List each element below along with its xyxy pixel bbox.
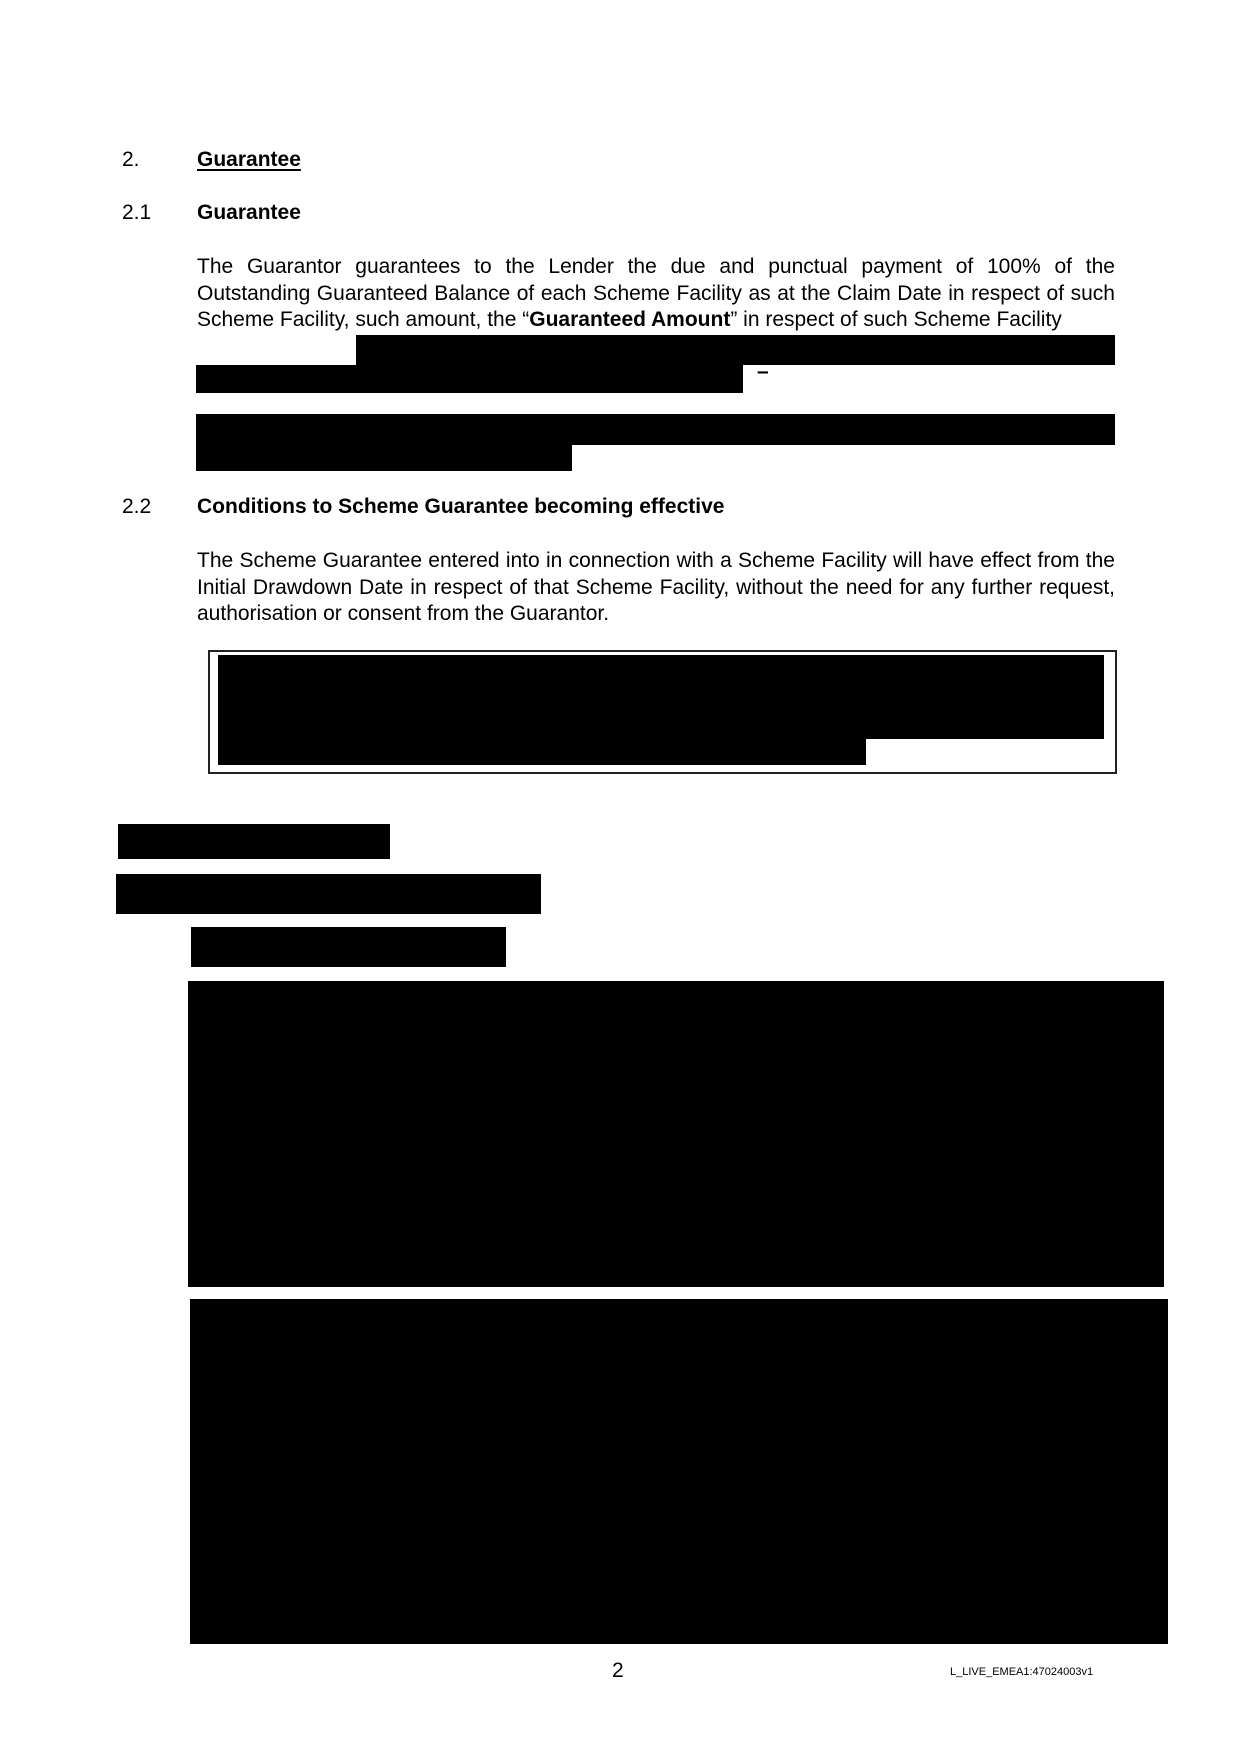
redaction-block <box>188 981 1164 1287</box>
redaction-block <box>191 927 506 967</box>
redaction-block <box>196 414 1115 445</box>
section-number: 2. <box>122 148 140 171</box>
clause-paragraph: The Scheme Guarantee entered into in connection with a Scheme Facility will have effect from the Initial Drawdown Date in respect of that Scheme Facility, without the need for any further request, authorisation or consent from the Guarantor. <box>197 549 1115 625</box>
clause-heading: Conditions to Scheme Guarantee becoming effective <box>197 495 725 518</box>
clause-paragraph <box>197 254 1115 334</box>
redaction-block <box>218 655 1104 739</box>
clause-number: 2.2 <box>122 495 152 518</box>
dash-mark: – <box>757 360 769 383</box>
redaction-block <box>196 365 743 393</box>
document-reference: L_LIVE_EMEA1:47024003v1 <box>950 1666 1094 1678</box>
clause-number: 2.1 <box>122 201 152 224</box>
section-title: Guarantee <box>197 148 301 171</box>
paragraph-text: ” in respect of such Scheme Facility <box>730 308 1062 331</box>
defined-term: Guaranteed Amount <box>529 308 731 331</box>
redaction-block <box>218 739 866 765</box>
clause-heading: Guarantee <box>197 201 301 224</box>
redaction-block <box>196 445 572 471</box>
redaction-block <box>190 1299 1168 1644</box>
redaction-block <box>116 874 541 914</box>
redaction-block <box>356 335 1115 365</box>
paragraph-text: The Guarantor guarantees to the Lender the due and punctual payment of 100% of the Outstanding Guaranteed Balance of each Scheme Facility as at the Claim Date in respect of such Scheme Facility, such amount, the “ <box>197 255 1115 331</box>
page-number: 2 <box>612 1659 624 1682</box>
redaction-block <box>118 824 390 859</box>
